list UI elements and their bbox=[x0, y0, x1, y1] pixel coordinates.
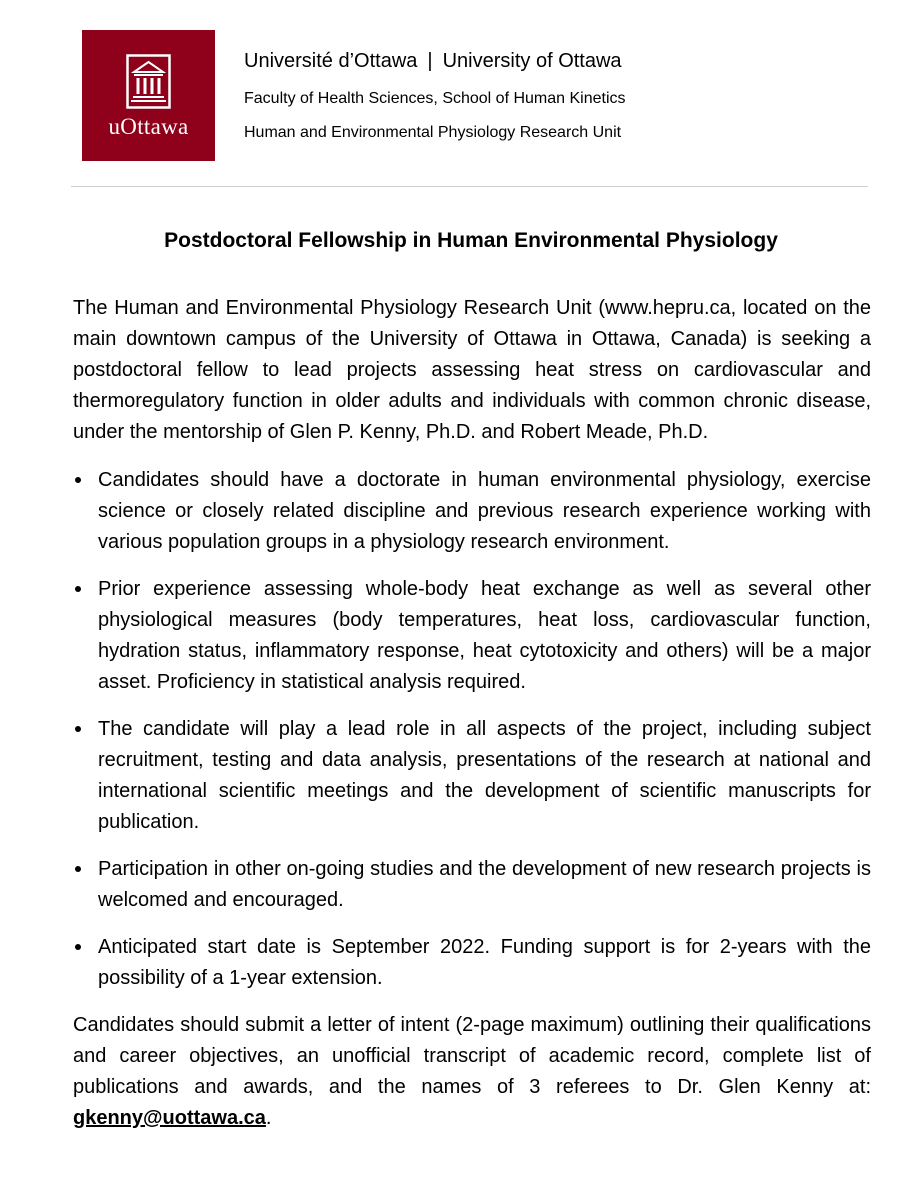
bullet-icon bbox=[75, 866, 81, 872]
list-item bbox=[73, 854, 871, 916]
list-item-text: The candidate will play a lead role in all aspects of the project, including subject recruitment, testing and data analysis, presentations of the research at national and international scientific meetings and the development of scientific manuscripts for publication. bbox=[98, 718, 871, 833]
contact-email-link[interactable]: gkenny@uottawa.ca bbox=[73, 1107, 266, 1129]
uottawa-logo bbox=[82, 30, 215, 161]
faculty-name: Faculty of Health Sciences, School of Human Kinetics bbox=[244, 90, 626, 107]
header-divider bbox=[71, 186, 868, 187]
bullet-icon bbox=[75, 944, 81, 950]
list-item-text: Anticipated start date is September 2022. Funding support is for 2-years with the possibility of a 1-year extension. bbox=[98, 936, 871, 989]
intro-paragraph: The Human and Environmental Physiology Research Unit (www.hepru.ca, located on the main downtown campus of the University of Ottawa in Ottawa, Canada) is seeking a postdoctoral fellow to lead projects assessing heat stress on cardiovascular and thermoregulatory function in older adults and individuals with common chronic disease, under the mentorship of Glen P. Kenny, Ph.D. and Robert Meade, Ph.D. bbox=[73, 297, 871, 443]
logo-wordmark: uOttawa bbox=[108, 114, 189, 139]
university-name-en: University of Ottawa bbox=[442, 50, 622, 72]
bullet-icon bbox=[75, 726, 81, 732]
university-building-icon bbox=[126, 54, 171, 109]
list-item bbox=[73, 714, 871, 838]
bullet-icon bbox=[75, 477, 81, 483]
list-item bbox=[73, 465, 871, 558]
list-item-text: Participation in other on-going studies and the development of new research projects is welcomed and encouraged. bbox=[98, 858, 871, 911]
list-item bbox=[73, 574, 871, 698]
name-separator: | bbox=[427, 50, 433, 72]
bullet-icon bbox=[75, 586, 81, 592]
closing-text: Candidates should submit a letter of intent (2-page maximum) outlining their qualifications and career objectives, an unofficial transcript of academic record, complete list of publications and awards, and the names of 3 referees to Dr. Glen Kenny at: bbox=[73, 1014, 871, 1098]
university-name-line bbox=[244, 50, 626, 73]
letterhead bbox=[244, 50, 626, 142]
list-item-text: Prior experience assessing whole-body heat exchange as well as several other physiological measures (body temperatures, heat loss, cardiovascular function, hydration status, inflammatory response, heat cytotoxicity and others) will be a major asset. Proficiency in statistical analysis required. bbox=[98, 578, 871, 693]
unit-name: Human and Environmental Physiology Research Unit bbox=[244, 124, 622, 141]
requirements-list bbox=[73, 465, 871, 994]
list-item-text: Candidates should have a doctorate in human environmental physiology, exercise science or closely related discipline and previous research experience working with various population groups in a physiology research environment. bbox=[98, 469, 871, 553]
closing-period: . bbox=[265, 1107, 272, 1129]
list-item bbox=[73, 932, 871, 994]
university-name-fr: Université d’Ottawa bbox=[244, 50, 418, 72]
page-title: Postdoctoral Fellowship in Human Environmental Physiology bbox=[164, 229, 778, 252]
closing-paragraph bbox=[73, 1010, 871, 1134]
posting-body bbox=[73, 293, 871, 1134]
